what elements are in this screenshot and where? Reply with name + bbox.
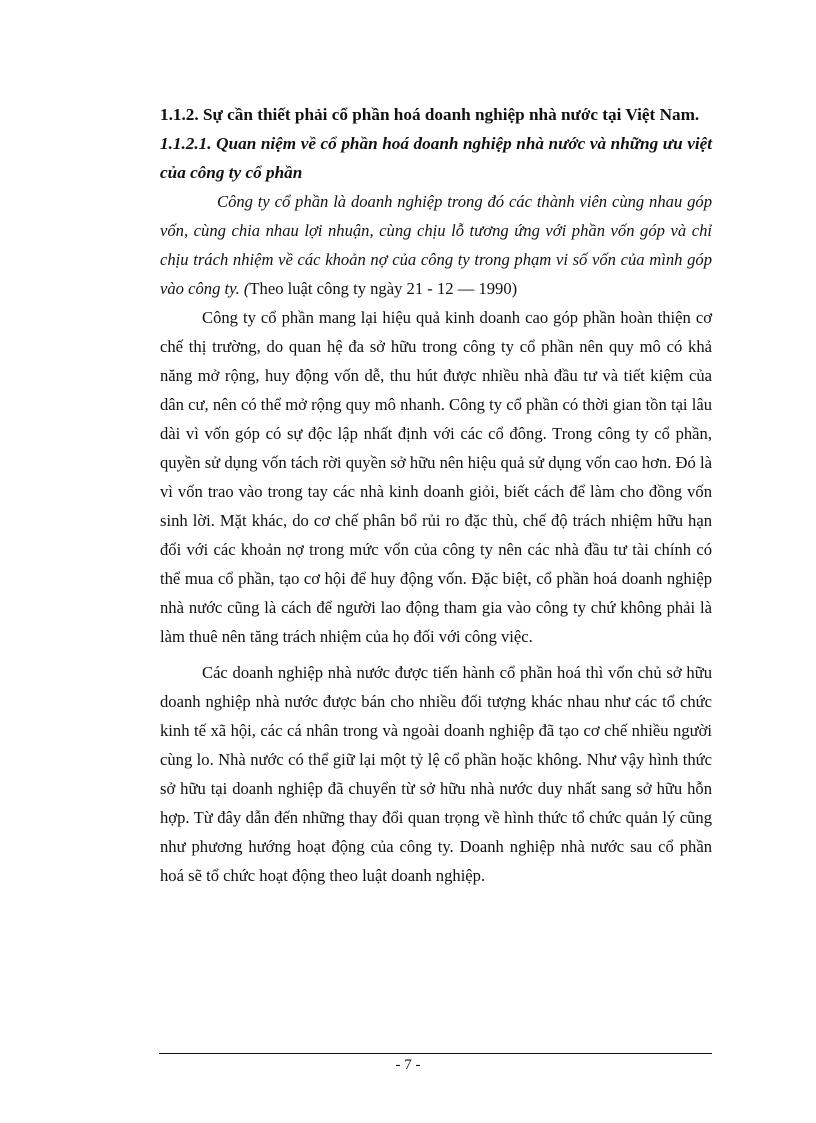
definition-source: Theo luật công ty ngày 21 - 12 — 1990) xyxy=(249,279,518,298)
paragraph-spacer xyxy=(160,651,712,658)
definition-paragraph xyxy=(160,187,712,303)
footer-divider xyxy=(159,1053,712,1054)
definition-text: Công ty cổ phần là doanh nghiệp trong đó các thành viên cùng nhau góp vốn, cùng chia nhau lợi nhuận, cùng chịu lỗ tương ứng với phần vốn góp và chỉ chịu trách nhiệm về các khoản nợ của công ty trong phạm vi số vốn của mình góp vào công ty. ( xyxy=(160,192,712,298)
body-paragraph: Công ty cổ phần mang lại hiệu quả kinh doanh cao góp phần hoàn thiện cơ chế thị trường, do quan hệ đa sở hữu trong công ty cổ phần nên quy mô có khả năng mở rộng, huy động vốn dễ, thu hút được nhiều nhà đầu tư và tiết kiệm của dân cư, nên có thể mở rộng quy mô nhanh. Công ty cổ phần có thời gian tồn tại lâu dài vì vốn góp có sự độc lập nhất định với các cổ đông. Trong công ty cổ phần, quyền sử dụng vốn tách rời quyền sở hữu nên hiệu quả sử dụng vốn cao hơn. Đó là vì vốn trao vào trong tay các nhà kinh doanh giỏi, biết cách để làm cho đồng vốn sinh lời. Mặt khác, do cơ chế phân bổ rủi ro đặc thù, chế độ trách nhiệm hữu hạn đối với các khoản nợ trong mức vốn của công ty nên các nhà đầu tư tài chính có thể mua cổ phần, tạo cơ hội để huy động vốn. Đặc biệt, cổ phần hoá doanh nghiệp nhà nước cũng là cách để người lao động tham gia vào công ty chứ không phải là làm thuê nên tăng trách nhiệm của họ đối với công việc. xyxy=(160,308,712,646)
page-number: - 7 - xyxy=(395,1057,421,1073)
body-paragraph: Các doanh nghiệp nhà nước được tiến hành cổ phần hoá thì vốn chủ sở hữu doanh nghiệp nhà nước được bán cho nhiều đối tượng khác nhau như các tổ chức kinh tế xã hội, các cá nhân trong và ngoài doanh nghiệp đã tạo cơ chế nhiều người cùng lo. Nhà nước có thể giữ lại một tỷ lệ cổ phần hoặc không. Như vậy hình thức sở hữu tại doanh nghiệp đã chuyển từ sở hữu nhà nước duy nhất sang sở hữu hỗn hợp. Từ đây dẫn đến những thay đổi quan trọng về hình thức tổ chức quản lý cũng như phương hướng hoạt động của công ty. Doanh nghiệp nhà nước sau cổ phần hoá sẽ tổ chức hoạt động theo luật doanh nghiệp. xyxy=(160,663,712,885)
page-body xyxy=(160,100,712,890)
subsection-heading: 1.1.2.1. Quan niệm về cổ phần hoá doanh nghiệp nhà nước và những ưu việt của công ty cổ phần xyxy=(160,134,712,182)
section-heading: 1.1.2. Sự cần thiết phải cổ phần hoá doanh nghiệp nhà nước tại Việt Nam. xyxy=(160,105,700,124)
